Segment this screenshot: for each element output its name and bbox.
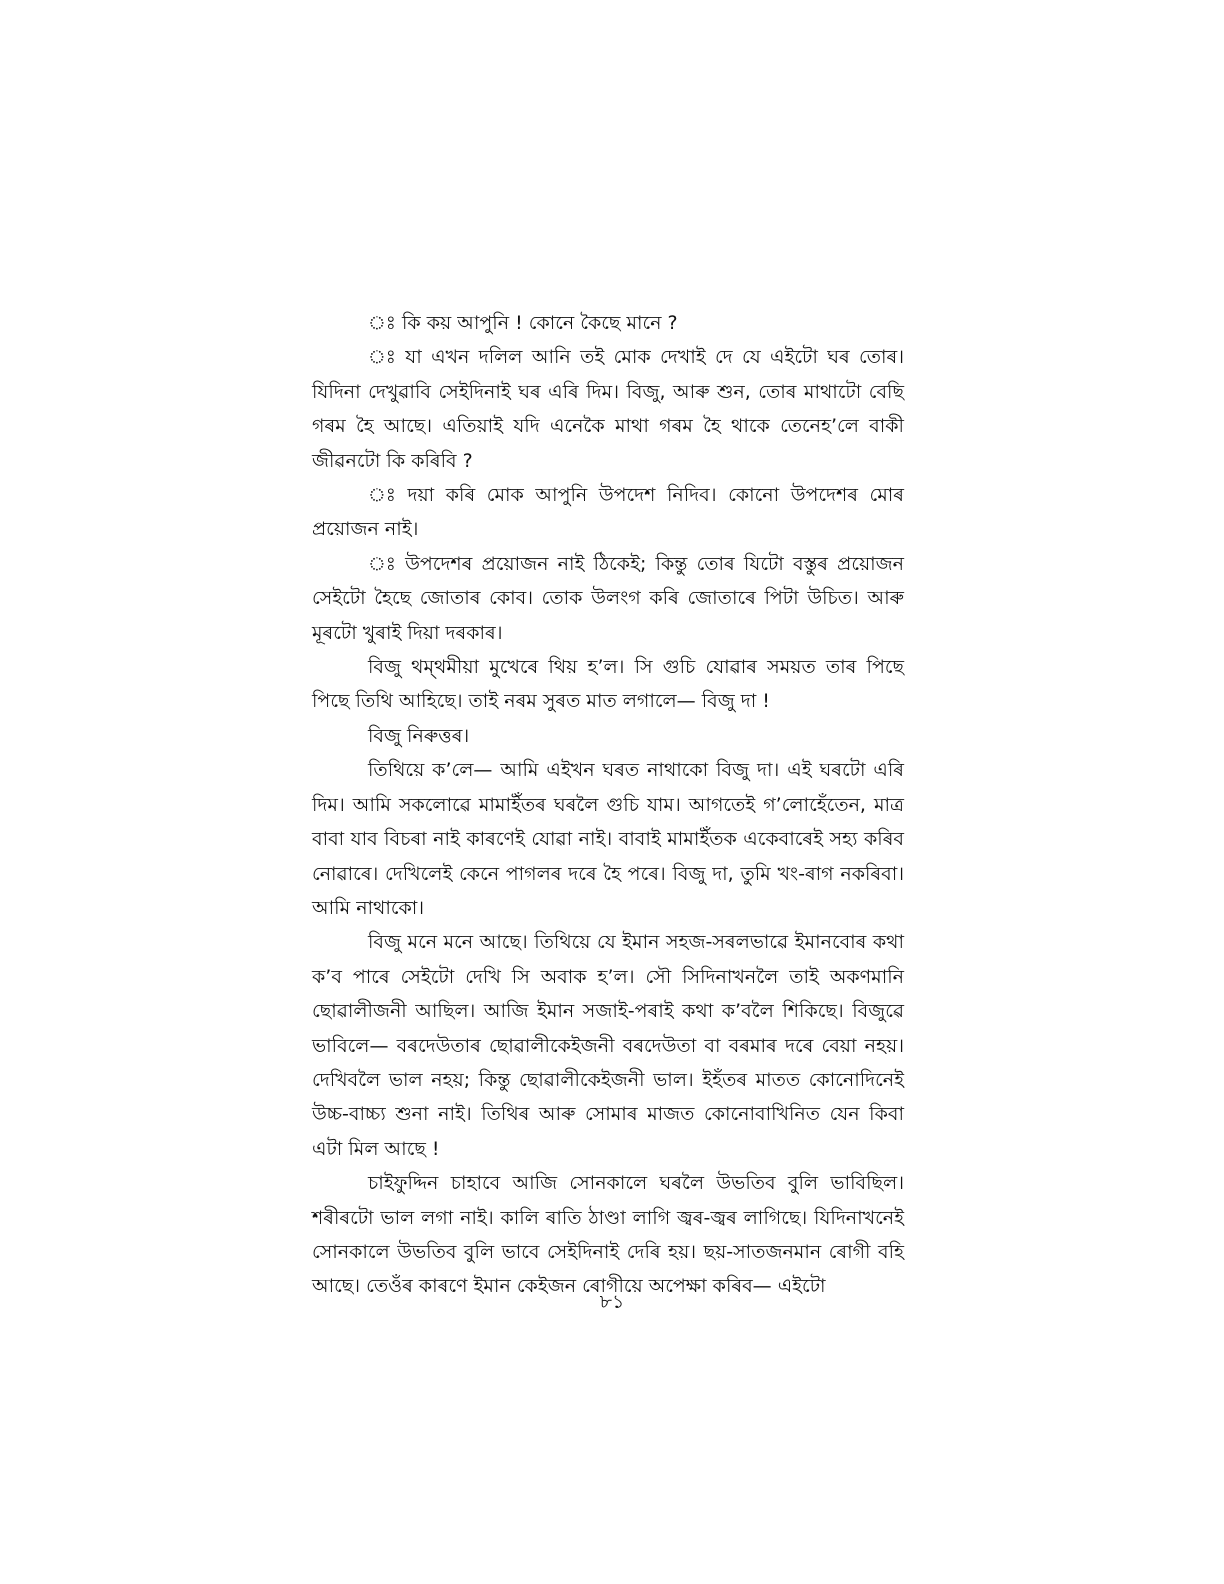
- page-number: ৮১: [599, 1291, 625, 1313]
- paragraph-7: তিথিয়ে ক’লে— আমি এইখন ঘৰত নাথাকো বিজু দা। এই ঘৰটো এৰি দিম। আমি সকলোৱে মামাইঁতৰ ঘৰলৈ গুচি যাম। আগতেই গ’লোহেঁতেন, মাত্ৰ বাবা যাব বিচৰা নাই কাৰণেই যোৱা নাই। বাবাই মামাইঁতক একেবাৰেই সহ্য কৰিব নোৱাৰে। দেখিলেই কেনে পাগলৰ দৰে হৈ পৰে। বিজু দা, তুমি খং-ৰাগ নকৰিবা। আমি নাথাকো।: [312, 759, 904, 919]
- paragraph-3: ঃ দয়া কৰি মোক আপুনি উপদেশ নিদিব। কোনো উপদেশৰ মোৰ প্ৰয়োজন নাই।: [312, 484, 904, 541]
- body-text: [312, 306, 904, 1304]
- paragraph-8: বিজু মনে মনে আছে। তিথিয়ে যে ইমান সহজ-সৰলভাৱে ইমানবোৰ কথা ক’ব পাৰে সেইটো দেখি সি অবাক হ’ল। সৌ সিদিনাখনলৈ তাই অকণমানি ছোৱালীজনী আছিল। আজি ইমান সজাই-পৰাই কথা ক’বলৈ শিকিছে। বিজুৱে ভাবিলে— বৰদেউতাৰ ছোৱালীকেইজনী বৰদেউতা বা বৰমাৰ দৰে বেয়া নহয়। দেখিবলৈ ভাল নহয়; কিন্তু ছোৱালীকেইজনী ভাল। ইহঁতৰ মাতত কোনোদিনেই উচ্চ-বাচ্চ্য শুনা নাই। তিথিৰ আৰু সোমাৰ মাজত কোনোবাখিনিত যেন কিবা এটা মিল আছে !: [312, 931, 904, 1160]
- paragraph-1: ঃ কি কয় আপুনি ! কোনে কৈছে মানে ?: [368, 312, 678, 334]
- paragraph-4: ঃ উপদেশৰ প্ৰয়োজন নাই ঠিকেই; কিন্তু তোৰ যিটো বস্তুৰ প্ৰয়োজন সেইটো হৈছে জোতাৰ কোব। তোক উলংগ কৰি জোতাৰে পিটা উচিত। আৰু মূৰটো খুৰাই দিয়া দৰকাৰ।: [312, 552, 904, 644]
- paragraph-5: বিজু থম্‌থমীয়া মুখেৰে থিয় হ’ল। সি গুচি যোৱাৰ সময়ত তাৰ পিছে পিছে তিথি আহিছে। তাই নৰম সুৰত মাত লগালে— বিজু দা !: [312, 656, 904, 713]
- paragraph-9: চাইফুদ্দিন চাহাবে আজি সোনকালে ঘৰলৈ উভতিব বুলি ভাবিছিল। শৰীৰটো ভাল লগা নাই। কালি ৰাতি ঠাণ্ডা লাগি জ্বৰ-জ্বৰ লাগিছে। যিদিনাখনেই সোনকালে উভতিব বুলি ভাবে সেইদিনাই দেৰি হয়। ছয়-সাতজনমান ৰোগী বহি আছে। তেওঁৰ কাৰণে ইমান কেইজন ৰোগীয়ে অপেক্ষা কৰিব— এইটো: [312, 1172, 904, 1298]
- paragraph-2: ঃ যা এখন দলিল আনি তই মোক দেখাই দে যে এইটো ঘৰ তোৰ। যিদিনা দেখুৱাবি সেইদিনাই ঘৰ এৰি দিম। বিজু, আৰু শুন, তোৰ মাথাটো বেছি গৰম হৈ আছে। এতিয়াই যদি এনেকৈ মাথা গৰম হৈ থাকে তেনেহ’লে বাকী জীৱনটো কি কৰিবি ?: [312, 346, 904, 472]
- paragraph-6: বিজু নিৰুত্তৰ।: [368, 724, 470, 747]
